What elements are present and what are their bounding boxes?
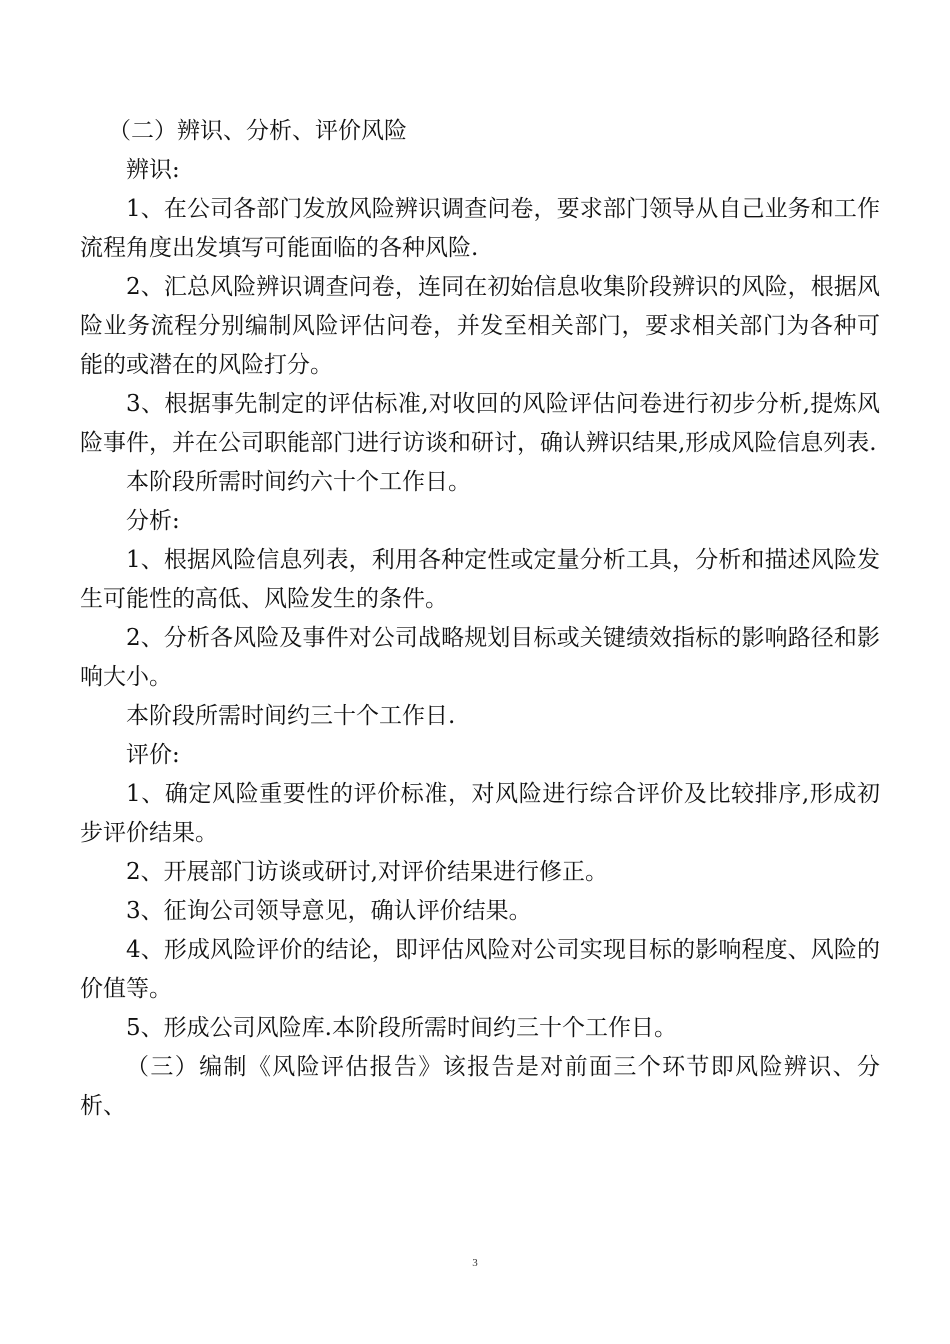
section-heading-report: （三）编制《风险评估报告》该报告是对前面三个环节即风险辨识、分析、 bbox=[80, 1054, 880, 1119]
section-heading-identify-analyze-evaluate: （二）辨识、分析、评价风险 bbox=[108, 118, 407, 144]
subheading-identify: 辨识: bbox=[126, 157, 180, 183]
paragraph-analyze-step-1: 1、根据风险信息列表，利用各种定性或定量分析工具，分析和描述风险发生可能性的高低、风险发生的条件。 bbox=[80, 547, 880, 612]
paragraph-identify-step-2: 2、汇总风险辨识调查问卷，连同在初始信息收集阶段辨识的风险，根据风险业务流程分别编制风险评估问卷，并发至相关部门，要求相关部门为各种可能的或潜在的风险打分。 bbox=[80, 274, 880, 378]
document-body bbox=[80, 112, 880, 1126]
page-number: 3 bbox=[472, 1257, 478, 1269]
paragraph-evaluate-step-5: 5、形成公司风险库.本阶段所需时间约三十个工作日。 bbox=[126, 1015, 677, 1041]
paragraph-evaluate-step-2: 2、开展部门访谈或研讨,对评价结果进行修正。 bbox=[126, 859, 608, 885]
paragraph-analyze-step-2: 2、分析各风险及事件对公司战略规划目标或关键绩效指标的影响路径和影响大小。 bbox=[80, 625, 880, 690]
paragraph-evaluate-step-1: 1、确定风险重要性的评价标准，对风险进行综合评价及比较排序,形成初步评价结果。 bbox=[80, 781, 880, 846]
subheading-evaluate: 评价: bbox=[126, 742, 180, 768]
paragraph-identify-step-3: 3、根据事先制定的评估标准,对收回的风险评估问卷进行初步分析,提炼风险事件，并在公司职能部门进行访谈和研讨，确认辨识结果,形成风险信息列表. bbox=[80, 391, 880, 456]
paragraph-evaluate-step-4: 4、形成风险评价的结论，即评估风险对公司实现目标的影响程度、风险的价值等。 bbox=[80, 937, 880, 1002]
paragraph-evaluate-step-3: 3、征询公司领导意见，确认评价结果。 bbox=[126, 898, 532, 924]
subheading-analyze: 分析: bbox=[126, 508, 180, 534]
paragraph-analyze-duration: 本阶段所需时间约三十个工作日. bbox=[126, 703, 456, 729]
paragraph-identify-step-1: 1、在公司各部门发放风险辨识调查问卷，要求部门领导从自己业务和工作流程角度出发填写可能面临的各种风险. bbox=[80, 196, 880, 261]
paragraph-identify-duration: 本阶段所需时间约六十个工作日。 bbox=[126, 469, 471, 495]
